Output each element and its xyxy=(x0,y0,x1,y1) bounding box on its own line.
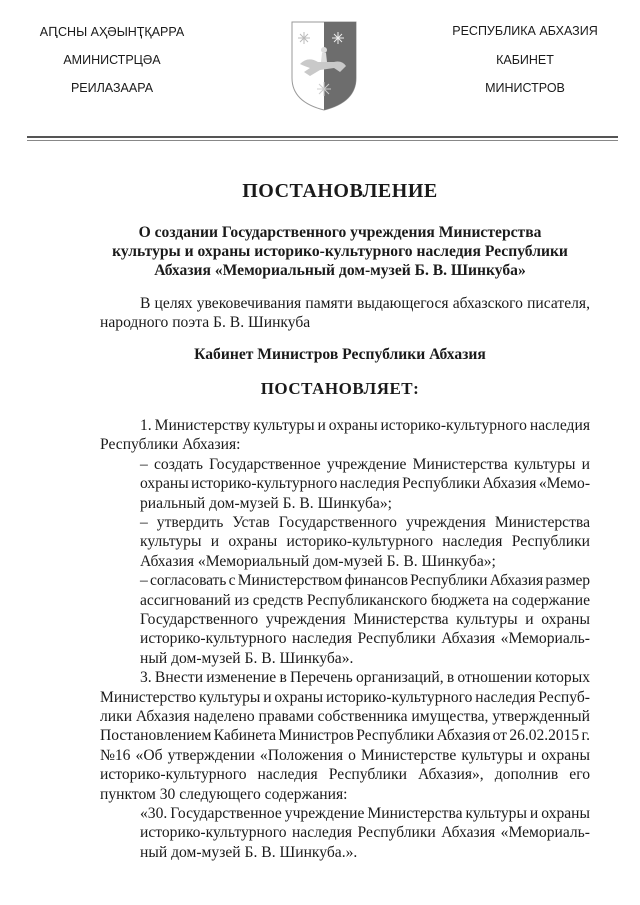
body-line: – утвердить Устав Государственного учреждения Министерства xyxy=(140,514,590,531)
body-line: охраны историко-культурного наследия Республики Абхазия «Мемо- xyxy=(140,475,590,493)
body-line: лики Абхазия наделено правами собственника имущества, утвержденный xyxy=(100,708,590,725)
body-line: №16 «Об утверждении «Положения о Министерстве культуры и охраны xyxy=(100,746,590,764)
body-line: пунктом 30 следующего содержания: xyxy=(100,785,348,803)
body-line: 1. Министерству культуры и охраны историко-культурного наследия xyxy=(140,417,590,434)
body-line: – создать Государственное учреждение Министерства культуры и xyxy=(140,455,590,473)
resolves-heading: ПОСТАНОВЛЯЕТ: xyxy=(260,379,420,398)
body-line: Постановлением Кабинета Министров Республики Абхазия от 26.02.2015 г. xyxy=(100,727,590,745)
header-divider-thin xyxy=(27,140,618,141)
coat-of-arms-icon xyxy=(290,20,358,112)
document-title-line: О создании Государственного учреждения Министерства xyxy=(138,224,542,241)
document-title-line: культуры и охраны историко-культурного наследия Республики xyxy=(112,243,568,260)
document-title-line: Абхазия «Мемориальный дом-музей Б. В. Шинкуба» xyxy=(154,262,526,279)
header-right-line: РЕСПУБЛИКА АБХАЗИЯ xyxy=(452,24,598,38)
body-line: Министерство культуры и охраны историко-культурного наследия Респуб- xyxy=(100,688,590,706)
body-line: риальный дом-музей Б. В. Шинкуба»; xyxy=(140,494,392,512)
header-left-line: АМИНИСТРЦӘА xyxy=(63,53,161,67)
body-line: Республики Абхазия: xyxy=(100,436,241,454)
body-line: ассигнований из средств Республиканского бюджета на содержание xyxy=(140,591,590,609)
body-line: историко-культурного наследия Республики Абхазия «Мемориаль- xyxy=(140,630,590,648)
document-type: ПОСТАНОВЛЕНИЕ xyxy=(242,180,438,202)
header-left-line: РЕИЛАЗААРА xyxy=(70,81,154,95)
body-line: историко-культурного наследия Республики Абхазия «Мемориаль- xyxy=(140,824,590,842)
body-line: ный дом-музей Б. В. Шинкуба». xyxy=(140,649,354,667)
preamble-line: В целях увековечивания памяти выдающегося абхазского писателя, xyxy=(140,295,590,312)
preamble-line: народного поэта Б. В. Шинкуба xyxy=(100,314,311,331)
body-line: культуры и охраны историко-культурного наследия Республики xyxy=(140,533,590,551)
body-line: ный дом-музей Б. В. Шинкуба.». xyxy=(140,843,358,861)
body-line: 3. Внести изменение в Перечень организаций, в отношении которых xyxy=(140,669,590,687)
header-left-line: АԤСНЫ АҲӘЫНҬҚАРРА xyxy=(39,25,185,39)
body-line: – согласовать с Министерством финансов Республики Абхазия размер xyxy=(140,572,590,590)
body-line: Абхазия «Мемориальный дом-музей Б. В. Шинкуба»; xyxy=(140,552,496,570)
header-right-line: КАБИНЕТ xyxy=(496,53,554,67)
header-right-line: МИНИСТРОВ xyxy=(485,81,565,95)
body-line: «30. Государственное учреждение Министерства культуры и охраны xyxy=(140,805,590,822)
header-divider xyxy=(27,136,618,138)
body-line: Государственного учреждения Министерства культуры и охраны xyxy=(140,611,590,628)
authority: Кабинет Министров Республики Абхазия xyxy=(194,346,486,363)
body-line: историко-культурного наследия Республики Абхазия», дополнив его xyxy=(100,766,590,784)
